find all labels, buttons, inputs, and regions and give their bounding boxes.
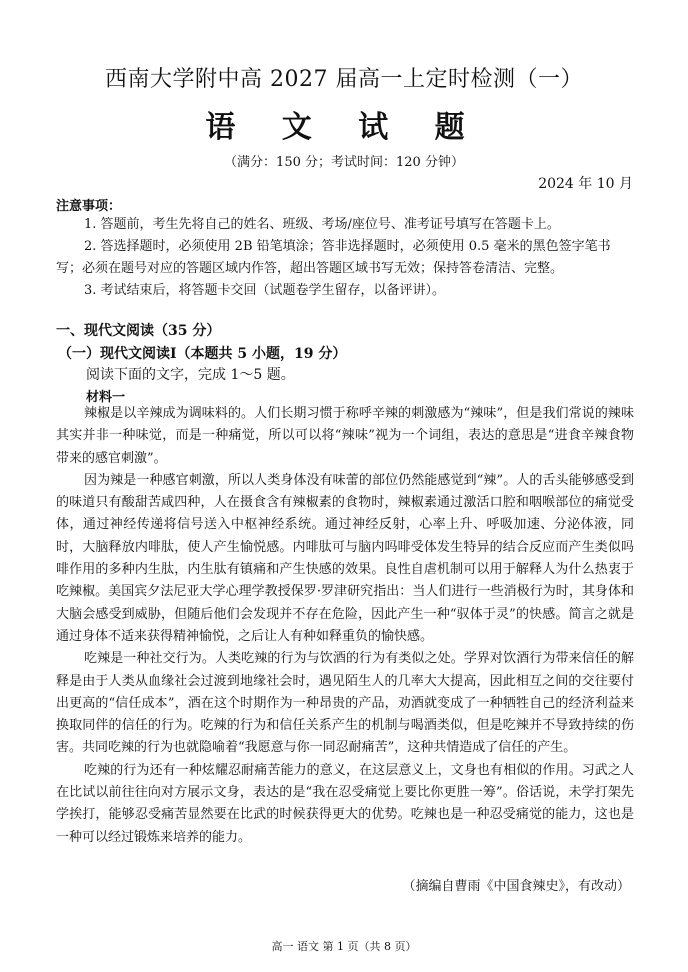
- article-paragraph: 吃辣是一种社交行为。人类吃辣的行为与饮酒的行为有类似之处。学界对饮酒行为带来信任的解释是由于人类从血缘社会过渡到地缘社会时，遇见陌生人的几率大大提高，因此相互之间的交往要付出更高的“信任成本”，酒在这个时期作为一种昂贵的产品，劝酒就变成了一种牺牲自己的经济利益来换取同伴的信任的行为。吃辣的行为和信任关系产生的机制与喝酒类似，但是吃辣并不导致持续的伤害。共同吃辣的行为也就隐喻着“我愿意与你一同忍耐痛苦”，这种共情造成了信任的产生。: [56, 651, 634, 756]
- article-body: [56, 403, 634, 849]
- article-source: （摘编自曹雨《中国食辣史》，有改动）: [402, 879, 630, 894]
- exam-date: 2024 年 10 月: [538, 176, 633, 192]
- section-heading: 一、现代文阅读（35 分）: [56, 323, 221, 339]
- notice-item: 1. 答题前，考生先将自己的姓名、班级、考场/座位号、准考证号填写在答题卡上。: [84, 217, 560, 232]
- material-label: 材料一: [86, 390, 126, 405]
- notice-list: [56, 214, 634, 302]
- subject-title: 语 文 试 题: [205, 110, 483, 145]
- page-footer: 高一 语文 第 1 页（共 8 页）: [271, 940, 417, 953]
- article-paragraph: 吃辣的行为还有一种炫耀忍耐痛苦能力的意义，在这层意义上，文身也有相似的作用。习武之人在比试以前往往向对方展示文身，表达的是“我在忍受痛觉上要比你更胜一筹”。俗话说，未学打架先学挨打，能够忍受痛苦显然要在比武的时候获得更大的优势。吃辣也是一种忍受痛觉的能力，这也是一种可以经过锻炼来培养的能力。: [56, 762, 634, 845]
- article-paragraph: 辣椒是以辛辣成为调味料的。人们长期习惯于称呼辛辣的刺激感为“辣味”，但是我们常说的辣味其实并非一种味觉，而是一种痛觉，所以可以将“辣味”视为一个词组，表达的意思是“进食辛辣食物带来的感官刺激”。: [56, 406, 634, 466]
- notice-item: 3. 考试结束后，将答题卡交回（试题卷学生留存，以备评讲）。: [84, 283, 446, 298]
- school-title: 西南大学附中高 2027 届高一上定时检测（一）: [105, 67, 583, 92]
- notice-item: 2. 答选择题时，必须使用 2B 铅笔填涂；答非选择题时，必须使用 0.5 毫米的黑色签字笔书写；必须在题号对应的答题区域内作答，超出答题区域书写无效；保持答卷清洁、完整。: [56, 239, 611, 276]
- article-paragraph: 因为辣是一种感官刺激，所以人类身体没有味蕾的部位仍然能感觉到“辣”。人的舌头能够感受到的味道只有酸甜苦咸四种，人在摄食含有辣椒素的食物时，辣椒素通过激活口腔和咽喉部位的痛觉受体，通过神经传递将信号送入中枢神经系统。通过神经反射，心率上升、呼吸加速、分泌体液，同时，大脑释放内啡肽，使人产生愉悦感。内啡肽可与脑内吗啡受体发生特异的结合反应而产生类似吗啡作用的多种内生肽，内生肽有镇痛和产生快感的效果。良性自虐机制可以用于解释人为什么热衷于吃辣椒。美国宾夕法尼亚大学心理学教授保罗·罗津研究指出：当人们进行一些消极行为时，其身体和大脑会感受到威胁，但随后他们会发现并不存在危险，因此产生一种“驭体于灵”的快感。简言之就是通过身体不适来获得精神愉悦，之后让人有种如释重负的愉快感。: [56, 472, 634, 644]
- section-subheading: （一）现代文阅读Ⅰ（本题共 5 小题，19 分）: [58, 346, 347, 362]
- notice-title: 注意事项：: [56, 199, 122, 214]
- exam-meta: （满分：150 分；考试时间：120 分钟）: [224, 155, 464, 170]
- reading-instruction: 阅读下面的文字，完成 1～5 题。: [86, 367, 295, 383]
